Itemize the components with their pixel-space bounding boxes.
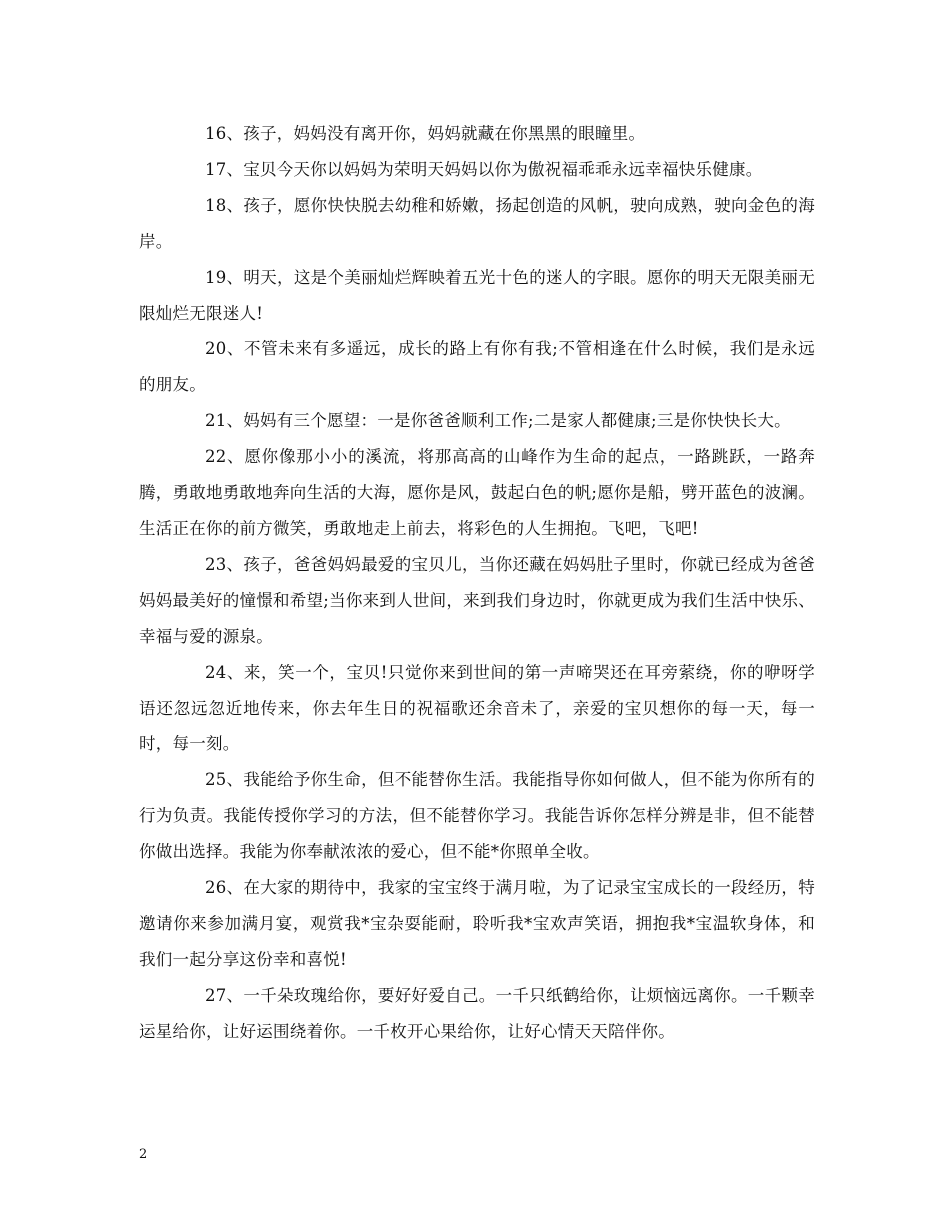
paragraph-20: 20、不管未来有多遥远，成长的路上有你有我;不管相逢在什么时候，我们是永远的朋友。 [139, 339, 815, 395]
document-body [139, 116, 815, 1050]
paragraph-21: 21、妈妈有三个愿望：一是你爸爸顺利工作;二是家人都健康;三是你快快长大。 [205, 411, 791, 431]
paragraph-22: 22、愿你像那小小的溪流，将那高高的山峰作为生命的起点，一路跳跃，一路奔腾，勇敢地勇敢地奔向生活的大海，愿你是风，鼓起白色的帆;愿你是船，劈开蓝色的波澜。生活正在你的前方微笑，勇敢地走上前去，将彩色的人生拥抱。飞吧，飞吧! [139, 447, 815, 538]
paragraph-25: 25、我能给予你生命，但不能替你生活。我能指导你如何做人，但不能为你所有的行为负责。我能传授你学习的方法，但不能替你学习。我能告诉你怎样分辨是非，但不能替你做出选择。我能为你奉献浓浓的爱心，但不能*你照单全收。 [139, 770, 815, 862]
paragraph-23: 23、孩子，爸爸妈妈最爱的宝贝儿，当你还藏在妈妈肚子里时，你就已经成为爸爸妈妈最美好的憧憬和希望;当你来到人世间，来到我们身边时，你就更成为我们生活中快乐、幸福与爱的源泉。 [139, 554, 815, 646]
page-number: 2 [139, 1147, 148, 1162]
paragraph-27: 27、一千朵玫瑰给你，要好好爱自己。一千只纸鹤给你，让烦恼远离你。一千颗幸运星给你，让好运围绕着你。一千枚开心果给你，让好心情天天陪伴你。 [139, 985, 815, 1041]
paragraph-17: 17、宝贝今天你以妈妈为荣明天妈妈以你为傲祝福乖乖永远幸福快乐健康。 [205, 159, 763, 179]
paragraph-19: 19、明天，这是个美丽灿烂辉映着五光十色的迷人的字眼。愿你的明天无限美丽无限灿烂无限迷人! [139, 267, 815, 323]
paragraph-24: 24、来，笑一个，宝贝!只觉你来到世间的第一声啼哭还在耳旁萦绕，你的咿呀学语还忽远忽近地传来，你去年生日的祝福歌还余音未了，亲爱的宝贝想你的每一天，每一时，每一刻。 [139, 662, 815, 754]
paragraph-26: 26、在大家的期待中，我家的宝宝终于满月啦，为了记录宝宝成长的一段经历，特邀请你来参加满月宴，观赏我*宝杂耍能耐，聆听我*宝欢声笑语，拥抱我*宝温软身体，和我们一起分享这份幸和喜悦! [139, 878, 815, 969]
paragraph-16: 16、孩子，妈妈没有离开你，妈妈就藏在你黑黑的眼瞳里。 [205, 124, 646, 143]
paragraph-18: 18、孩子，愿你快快脱去幼稚和娇嫩，扬起创造的风帆，驶向成熟，驶向金色的海岸。 [139, 195, 815, 251]
